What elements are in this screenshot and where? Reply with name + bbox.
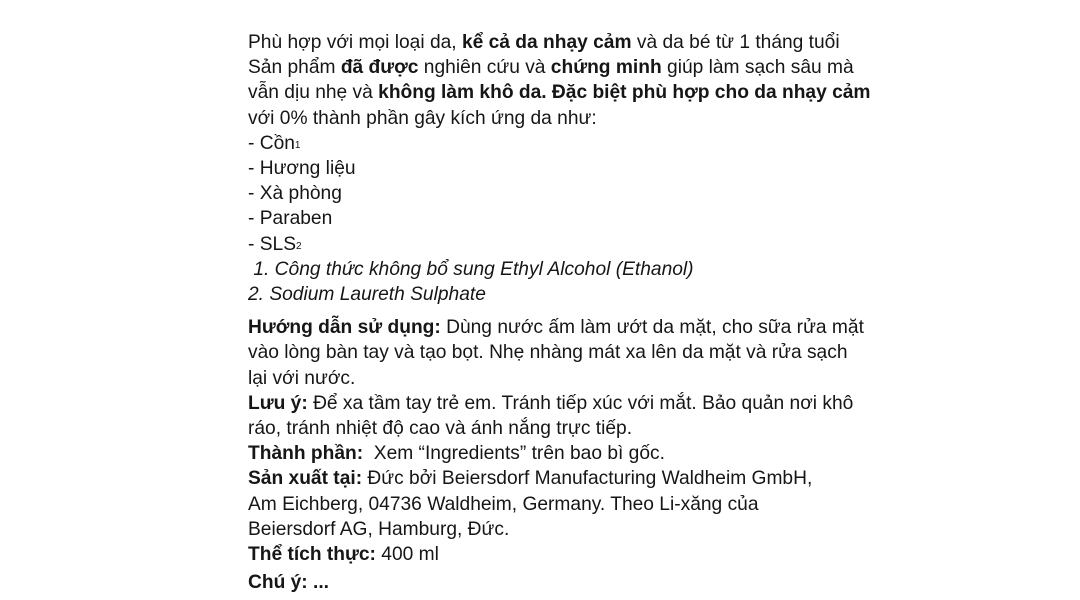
- section-label: Hướng dẫn sử dụng:: [248, 317, 441, 339]
- caution-section: Lưu ý: Để xa tầm tay trẻ em. Tránh tiếp xúc với mắt. Bảo quản nơi khô ráo, tránh nhiệt độ cao và ánh nắng trực tiếp.: [248, 392, 854, 440]
- irritant-list: [248, 131, 868, 257]
- section-label: Sản xuất tại:: [248, 468, 363, 490]
- footnotes: [248, 257, 868, 307]
- intro-line-3: vẫn dịu nhẹ và không làm khô da. Đặc biệt phù hợp cho da nhạy cảm: [248, 82, 871, 104]
- footnote: 1. Công thức không bổ sung Ethyl Alcohol (Ethanol): [248, 258, 694, 280]
- section-gap: [248, 307, 868, 315]
- manufacturer-section: Sản xuất tại: Đức bởi Beiersdorf Manufacturing Waldheim GmbH, Am Eichberg, 04736 Waldheim, Germany. Theo Li-xăng của Beiersdorf AG, Hamburg, Đức.: [248, 468, 813, 540]
- section-label: Thể tích thực:: [248, 544, 376, 566]
- intro-line-1: Phù hợp với mọi loại da, kể cả da nhạy cảm và da bé từ 1 tháng tuổi: [248, 32, 840, 53]
- list-item: - Paraben: [248, 208, 333, 230]
- ingredients-line: Thành phần: Xem “Ingredients” trên bao bì gốc.: [248, 443, 665, 465]
- intro-line-4: với 0% thành phần gây kích ứng da như:: [248, 107, 597, 129]
- section-label: Thành phần:: [248, 443, 364, 465]
- footnote: 2. Sodium Laureth Sulphate: [248, 284, 486, 306]
- cut-off-line: Chú ý: ...: [248, 572, 330, 594]
- list-item: - Cồn$^1$: [248, 132, 301, 154]
- list-item: - Xà phòng: [248, 183, 342, 205]
- intro-line-2: Sản phẩm đã được nghiên cứu và chứng minh giúp làm sạch sâu mà: [248, 57, 854, 79]
- usage-instructions: Hướng dẫn sử dụng: Dùng nước ấm làm ướt da mặt, cho sữa rửa mặt vào lòng bàn tay và tạo bọt. Nhẹ nhàng mát xa lên da mặt và rửa sạch lại với nước.: [248, 317, 864, 389]
- product-label-text: [248, 30, 871, 594]
- section-label: Lưu ý:: [248, 392, 308, 414]
- list-item: - SLS$^2$: [248, 233, 302, 255]
- list-item: - Hương liệu: [248, 158, 356, 180]
- volume-line: Thể tích thực: 400 ml: [248, 544, 439, 566]
